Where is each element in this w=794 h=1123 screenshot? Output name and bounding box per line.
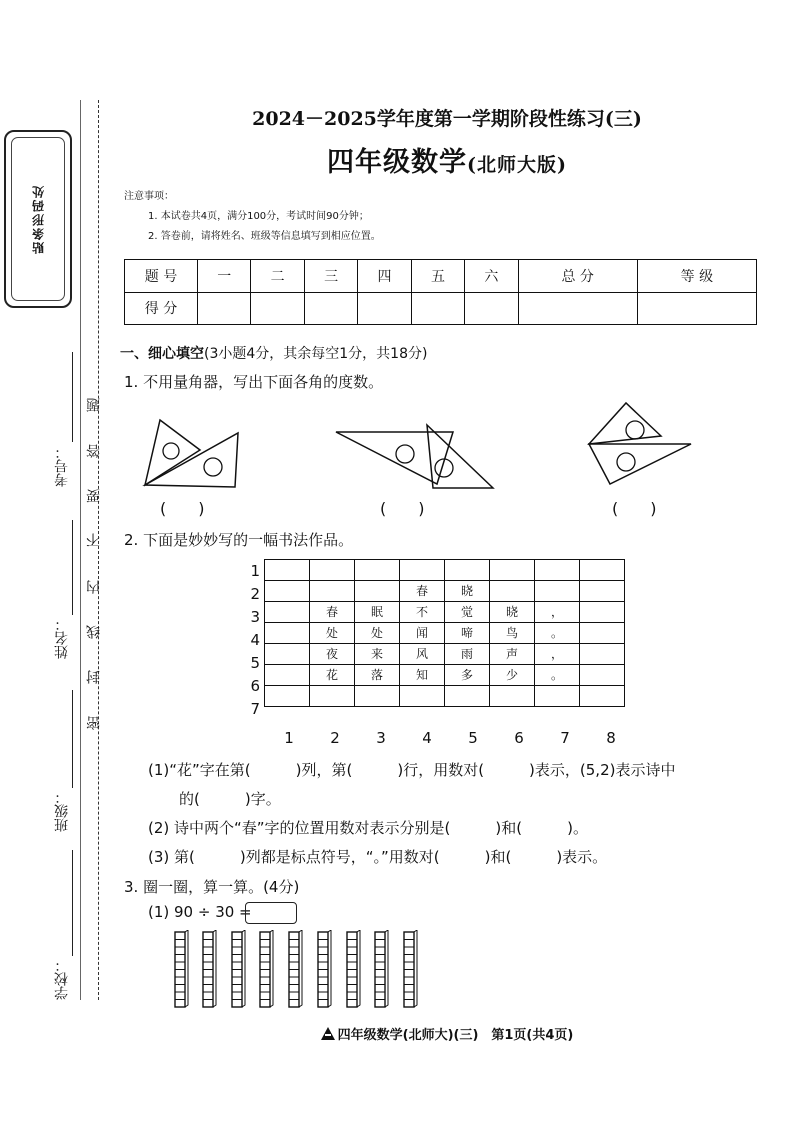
grid-cell: 处 xyxy=(310,623,355,644)
angle-figure-1 xyxy=(140,415,245,495)
grid-row-number: 3 xyxy=(250,608,260,626)
grid-cell xyxy=(310,560,355,581)
binding-line xyxy=(80,100,81,1000)
question-2-sub1-cont: 的( )字。 xyxy=(179,790,281,808)
score-cell[interactable] xyxy=(518,292,637,325)
grid-cell xyxy=(310,581,355,602)
grid-cell xyxy=(535,581,580,602)
grid-row xyxy=(265,665,625,686)
grid-cell xyxy=(355,686,400,707)
score-header-row xyxy=(125,260,757,293)
set-square-shape xyxy=(427,425,493,488)
grid-cell xyxy=(265,665,310,686)
set-square-shape xyxy=(336,432,453,484)
footer-text: 四年级数学(北师大)(三) 第1页(共4页) xyxy=(337,1028,574,1043)
score-cell[interactable] xyxy=(465,292,518,325)
grid-row-number: 7 xyxy=(250,700,260,718)
grid-cell: 晓 xyxy=(490,602,535,623)
ten-rod xyxy=(203,930,216,1007)
grid-col-number: 1 xyxy=(284,729,294,747)
page-title xyxy=(100,140,794,179)
grid-cell xyxy=(445,560,490,581)
grid-cell: 觉 xyxy=(445,602,490,623)
grid-cell xyxy=(265,644,310,665)
grid-cell: 来 xyxy=(355,644,400,665)
grid-cell: ， xyxy=(535,602,580,623)
barcode-area xyxy=(4,130,72,308)
ten-rod xyxy=(318,930,331,1007)
grid-col-number: 4 xyxy=(422,729,432,747)
notes-heading: 注意事项： xyxy=(124,191,174,202)
seal-char: 不 xyxy=(86,533,102,547)
grid-col-number: 2 xyxy=(330,729,340,747)
grid-cell xyxy=(580,686,625,707)
section-note: (3小题4分，其余每空1分，共18分) xyxy=(204,346,428,362)
title-edition: (北师大版) xyxy=(467,154,567,176)
grid-cell xyxy=(580,581,625,602)
score-header-cell: 五 xyxy=(411,260,464,293)
seal-char: 密 xyxy=(86,716,102,730)
answer-blank-angle-2[interactable]: ( ) xyxy=(380,499,425,518)
grid-cell xyxy=(355,581,400,602)
score-cell[interactable] xyxy=(637,292,756,325)
title-subject: 四年级数学 xyxy=(327,147,467,178)
score-header-cell: 一 xyxy=(198,260,251,293)
school-field[interactable] xyxy=(72,850,73,956)
grid-cell xyxy=(265,560,310,581)
ten-rod xyxy=(347,930,360,1007)
grid-cell xyxy=(490,581,535,602)
grid-cell xyxy=(535,686,580,707)
set-square-shape xyxy=(589,444,691,484)
exam-number-label: 考号： xyxy=(54,445,70,487)
grid-cell: 少 xyxy=(490,665,535,686)
grid-cell xyxy=(400,686,445,707)
grid-row xyxy=(265,581,625,602)
score-header-cell: 总 分 xyxy=(518,260,637,293)
grid-cell: 多 xyxy=(445,665,490,686)
grid-row-number: 6 xyxy=(250,677,260,695)
score-table xyxy=(124,259,757,325)
grid-cell: 啼 xyxy=(445,623,490,644)
ten-rod xyxy=(404,930,417,1007)
answer-blank-angle-1[interactable]: ( ) xyxy=(160,499,205,518)
grid-cell: 春 xyxy=(310,602,355,623)
set-square-shape xyxy=(589,403,661,444)
grid-cell: 落 xyxy=(355,665,400,686)
ten-rod xyxy=(260,930,273,1007)
grid-col-number: 6 xyxy=(514,729,524,747)
grid-cell xyxy=(265,623,310,644)
page-footer xyxy=(100,1024,794,1043)
set-square-shape xyxy=(145,420,200,485)
grid-col-number: 3 xyxy=(376,729,386,747)
angle-figure-3 xyxy=(586,400,696,490)
set-square-shape xyxy=(145,433,238,487)
set-square-hole xyxy=(204,458,222,476)
grid-col-number: 5 xyxy=(468,729,478,747)
class-field[interactable] xyxy=(72,690,73,788)
answer-box[interactable] xyxy=(245,902,297,924)
ten-rod xyxy=(289,930,302,1007)
ten-rod xyxy=(175,930,188,1007)
grid-cell: ， xyxy=(535,644,580,665)
question-3-sub1: (1) 90 ÷ 30 = xyxy=(148,903,252,921)
seal-char: 封 xyxy=(86,670,102,684)
score-header-cell: 三 xyxy=(304,260,357,293)
barcode-label: 贴条形码处 xyxy=(31,184,46,254)
seal-dashed-line xyxy=(98,100,99,1000)
school-label: 学校： xyxy=(54,958,70,1000)
question-2-sub1: (1)“花”字在第( )列，第( )行，用数对( )表示，(5,2)表示诗中 xyxy=(148,761,676,779)
grid-cell: 处 xyxy=(355,623,400,644)
question-2-sub2: (2) 诗中两个“春”字的位置用数对表示分别是( )和( )。 xyxy=(148,819,588,837)
grid-cell: 知 xyxy=(400,665,445,686)
angle-figure-2 xyxy=(333,420,498,492)
set-square-hole xyxy=(396,445,414,463)
class-label: 班级： xyxy=(54,790,70,832)
grid-cell xyxy=(580,665,625,686)
grid-cell: 春 xyxy=(400,581,445,602)
set-square-hole xyxy=(617,453,635,471)
grid-cell xyxy=(265,686,310,707)
score-cell[interactable] xyxy=(251,292,304,325)
publisher-logo-icon xyxy=(321,1027,335,1040)
notes-item: 2. 答卷前，请将姓名、班级等信息填写到相应位置。 xyxy=(148,231,381,242)
name-field[interactable] xyxy=(72,520,73,615)
grid-cell xyxy=(580,644,625,665)
grid-cell xyxy=(535,560,580,581)
grid-cell: 晓 xyxy=(445,581,490,602)
grid-cell xyxy=(445,686,490,707)
grid-cell xyxy=(265,602,310,623)
score-cell[interactable] xyxy=(304,292,357,325)
exam-notes xyxy=(124,187,381,247)
score-header-cell: 六 xyxy=(465,260,518,293)
answer-blank-angle-3[interactable]: ( ) xyxy=(612,499,657,518)
score-value-row xyxy=(125,292,757,325)
name-label: 姓名： xyxy=(54,617,70,659)
grid-cell: 雨 xyxy=(445,644,490,665)
grid-cell xyxy=(580,602,625,623)
grid-row xyxy=(265,623,625,644)
question-2-text: 2. 下面是妙妙写的一幅书法作品。 xyxy=(124,531,354,549)
grid-cell xyxy=(310,686,355,707)
set-square-hole xyxy=(163,443,179,459)
grid-col-number: 8 xyxy=(606,729,616,747)
question-3-text: 3. 圈一圈，算一算。(4分) xyxy=(124,878,300,896)
score-cell[interactable] xyxy=(198,292,251,325)
score-header-cell: 题 号 xyxy=(125,260,198,293)
grid-cell: 鸟 xyxy=(490,623,535,644)
grid-row-number: 1 xyxy=(250,562,260,580)
score-row-label: 得 分 xyxy=(125,292,198,325)
question-1-text: 1. 不用量角器，写出下面各角的度数。 xyxy=(124,373,384,391)
grid-cell xyxy=(400,560,445,581)
score-cell[interactable] xyxy=(358,292,411,325)
grid-cell: 声 xyxy=(490,644,535,665)
grid-cell: 。 xyxy=(535,623,580,644)
grid-cell xyxy=(580,623,625,644)
grid-cell xyxy=(580,560,625,581)
grid-cell: 花 xyxy=(310,665,355,686)
grid-row-number: 5 xyxy=(250,654,260,672)
seal-char: 线 xyxy=(86,625,102,639)
seal-char: 答 xyxy=(86,444,102,458)
exam-number-field[interactable] xyxy=(72,352,73,442)
grid-row xyxy=(265,686,625,707)
section-heading xyxy=(120,343,427,363)
seal-char: 要 xyxy=(86,489,102,503)
exam-subtitle: 2024－2025学年度第一学期阶段性练习(三) xyxy=(252,108,642,130)
score-header-cell: 二 xyxy=(251,260,304,293)
grid-cell xyxy=(490,686,535,707)
grid-row xyxy=(265,644,625,665)
grid-cell: 闻 xyxy=(400,623,445,644)
score-cell[interactable] xyxy=(411,292,464,325)
notes-item: 1. 本试卷共4页，满分100分，考试时间90分钟； xyxy=(148,211,369,222)
grid-cell: 。 xyxy=(535,665,580,686)
grid-cell: 眠 xyxy=(355,602,400,623)
grid-cell xyxy=(490,560,535,581)
ten-rod xyxy=(375,930,388,1007)
seal-char: 题 xyxy=(86,398,102,412)
ten-rods-group xyxy=(170,930,430,1010)
grid-row-number: 4 xyxy=(250,631,260,649)
grid-cell: 风 xyxy=(400,644,445,665)
seal-char: 内 xyxy=(86,580,102,594)
grid-cell xyxy=(355,560,400,581)
grid-row xyxy=(265,602,625,623)
section-title: 一、细心填空 xyxy=(120,346,204,362)
set-square-hole xyxy=(626,421,644,439)
question-2-sub3: (3) 第( )列都是标点符号，“。”用数对( )和( )表示。 xyxy=(148,848,608,866)
grid-cell: 夜 xyxy=(310,644,355,665)
score-header-cell: 四 xyxy=(358,260,411,293)
score-header-cell: 等 级 xyxy=(637,260,756,293)
grid-cell: 不 xyxy=(400,602,445,623)
grid-row xyxy=(265,560,625,581)
ten-rod xyxy=(232,930,245,1007)
calligraphy-grid xyxy=(264,559,625,707)
grid-cell xyxy=(265,581,310,602)
grid-col-number: 7 xyxy=(560,729,570,747)
grid-row-number: 2 xyxy=(250,585,260,603)
